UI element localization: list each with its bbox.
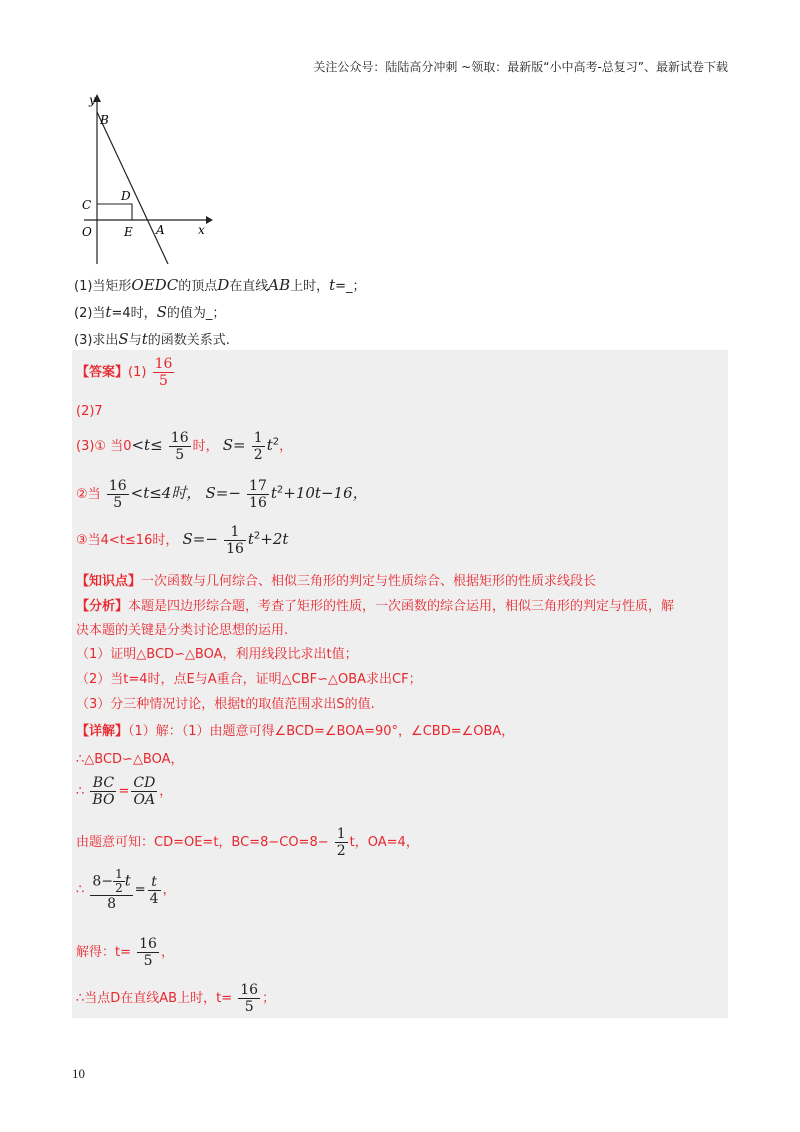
- x-axis-arrow: [206, 216, 213, 224]
- analysis-line-2: 决本题的关键是分类讨论思想的运用.: [76, 623, 289, 638]
- detail-line-2: ∴△BCD∽△BOA，: [76, 752, 184, 767]
- q3-t: t: [141, 330, 148, 348]
- page-number: 10: [72, 1066, 85, 1081]
- label-y: y: [89, 93, 96, 107]
- answer-line-2: (2)7: [76, 404, 103, 419]
- q2-s: S: [156, 303, 167, 321]
- question-3: [74, 329, 230, 348]
- q1-ab: AB: [268, 276, 291, 294]
- q1-t: t: [329, 276, 336, 294]
- answer-1-frac: $\frac{16}{5}$: [154, 356, 173, 389]
- q1-d: D: [217, 276, 230, 294]
- answer-1-label: (1): [128, 365, 147, 380]
- q3-s: S: [118, 330, 129, 348]
- analysis-point-2: （2）当t=4时，点E与A重合，证明△CBF∽△OBA求出CF；: [76, 672, 422, 687]
- label-a: A: [156, 223, 165, 237]
- label-o: O: [82, 225, 92, 239]
- label-d: D: [121, 189, 131, 203]
- q3-end: 的函数关系式.: [147, 333, 230, 348]
- q2-text: (2)当: [74, 306, 106, 321]
- detail-line-1: 【详解】（1）解：（1）由题意可得∠BCD=∠BOA=90°，∠CBD=∠OBA，: [76, 724, 515, 739]
- q2-eq: =4时，: [111, 306, 157, 321]
- q1-text: (1)当矩形: [74, 279, 132, 294]
- detail-line-4: 由题意可知：CD=OE=t，BC=8−CO=8− $\frac{1}{2}$ t，OA=4，: [76, 826, 419, 859]
- answer-case-3: ③当4<t≤16时， S=− $\frac{1}{16}$ $t^2+2t$: [76, 524, 289, 557]
- rectangle-oedc: [97, 204, 132, 220]
- a3-frac: $\frac{16}{5}$: [170, 430, 189, 463]
- detail-line-5: ∴ 8− $\frac{1}{2}$ t 8 = $\frac{t}{4}$ ，: [76, 867, 176, 912]
- question-2: [74, 302, 225, 321]
- answer-line-3: (3)① 当0<t≤ $\frac{16}{5}$ 时， S= $\frac{1}{2}$ $t^2$，: [76, 430, 293, 463]
- q3-mid: 与: [128, 333, 142, 348]
- detail-line-6: 解得：t= $\frac{16}{5}$ ，: [76, 936, 174, 969]
- knowledge-line: 【知识点】一次函数与几何综合、相似三角形的判定与性质综合、根据矩形的性质求线段长: [76, 574, 597, 589]
- line-ab: [97, 112, 168, 264]
- label-x: x: [198, 223, 205, 237]
- q1-text3: 在直线: [229, 279, 269, 294]
- answer-case-2: ②当 $\frac{16}{5}$ <t≤4时， S=− $\frac{17}{16}$ $t^2+10t-16$，: [76, 478, 368, 511]
- label-c: C: [82, 198, 92, 212]
- label-e: E: [124, 225, 133, 239]
- analysis-point-1: （1）证明△BCD∽△BOA，利用线段比求出t值；: [76, 647, 358, 662]
- analysis-line-1: 【分析】本题是四边形综合题，考查了矩形的性质，一次函数的综合运用，相似三角形的判定与性质，解: [76, 599, 675, 614]
- q1-text2: 的顶点: [178, 279, 218, 294]
- analysis-point-3: （3）分三种情况讨论，根据t的取值范围求出S的值.: [76, 697, 375, 712]
- q1-end: =_；: [335, 279, 366, 294]
- q2-end: 的值为_；: [166, 306, 226, 321]
- detail-line-3: ∴ $\frac{BC}{BO}$ = $\frac{CD}{OA}$ ，: [76, 775, 173, 808]
- coordinate-figure: [78, 92, 213, 264]
- q2-t: t: [105, 303, 112, 321]
- answer-tag: 【答案】: [76, 365, 129, 380]
- question-1: [74, 275, 366, 294]
- q1-text4: 上时，: [290, 279, 330, 294]
- q3-text: (3)求出: [74, 333, 119, 348]
- answer-line-1: [76, 356, 176, 389]
- a3-coef: $\frac{1}{2}$: [253, 430, 263, 463]
- detail-line-7: ∴当点D在直线AB上时，t= $\frac{16}{5}$ ；: [76, 982, 276, 1015]
- page-header: 关注公众号：陆陆高分冲刺 ~领取：最新版“小中高考-总复习”、最新试卷下载: [313, 60, 728, 74]
- q1-rect: OEDC: [131, 276, 179, 294]
- label-b: B: [100, 113, 109, 127]
